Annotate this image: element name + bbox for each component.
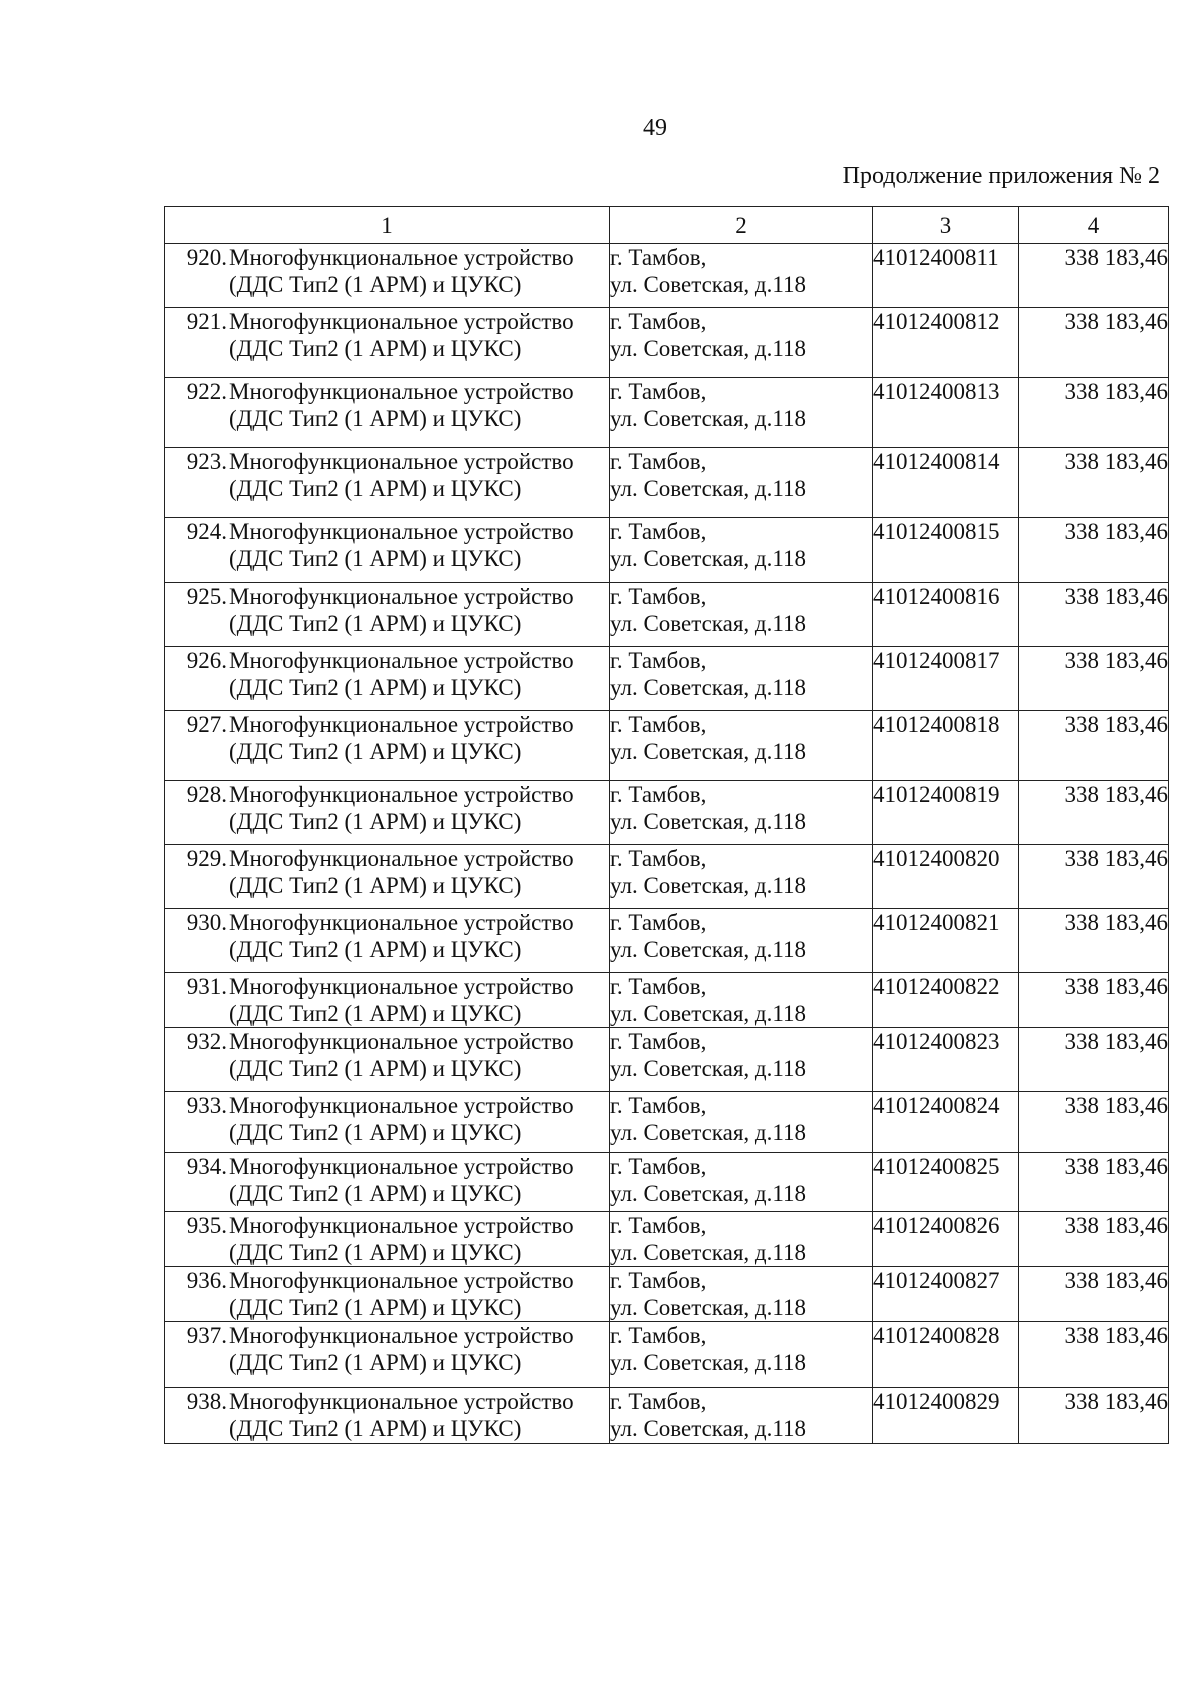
address-cell	[610, 1212, 873, 1267]
address-city: г. Тамбов,	[610, 1213, 707, 1238]
asset-table	[164, 206, 1169, 1444]
table-row	[165, 1153, 1169, 1212]
address-city: г. Тамбов,	[610, 1093, 707, 1118]
table-row	[165, 973, 1169, 1028]
inventory-code: 41012400812	[873, 308, 1019, 378]
item-number: 928.	[186, 782, 227, 807]
address-cell	[610, 518, 873, 583]
item-name-line1: Многофункциональное устройство	[229, 1029, 574, 1054]
table-row	[165, 308, 1169, 378]
address-street: ул. Советская, д.118	[610, 546, 806, 571]
item-name-cell	[165, 973, 610, 1028]
table-row	[165, 378, 1169, 448]
address-cell	[610, 448, 873, 518]
address-cell	[610, 647, 873, 711]
item-name-line1: Многофункциональное устройство	[229, 1323, 574, 1348]
address-street: ул. Советская, д.118	[610, 406, 806, 431]
item-name-line2: (ДДС Тип2 (1 АРМ) и ЦУКС)	[229, 406, 522, 431]
item-name-line2: (ДДС Тип2 (1 АРМ) и ЦУКС)	[229, 739, 522, 764]
address-street: ул. Советская, д.118	[610, 873, 806, 898]
item-name-line1: Многофункциональное устройство	[229, 1093, 574, 1118]
cost-value: 338 183,46	[1019, 308, 1169, 378]
table-row	[165, 845, 1169, 909]
item-number: 927.	[186, 712, 227, 737]
address-street: ул. Советская, д.118	[610, 611, 806, 636]
inventory-code: 41012400825	[873, 1153, 1019, 1212]
item-name-line2: (ДДС Тип2 (1 АРМ) и ЦУКС)	[229, 873, 522, 898]
item-name-cell	[165, 308, 610, 378]
cost-value: 338 183,46	[1019, 448, 1169, 518]
table-row	[165, 1028, 1169, 1092]
item-number: 920.	[186, 245, 227, 270]
item-name-line2: (ДДС Тип2 (1 АРМ) и ЦУКС)	[229, 675, 522, 700]
address-city: г. Тамбов,	[610, 519, 707, 544]
item-name-line2: (ДДС Тип2 (1 АРМ) и ЦУКС)	[229, 1056, 522, 1081]
item-number: 937.	[186, 1323, 227, 1348]
cost-value: 338 183,46	[1019, 1153, 1169, 1212]
item-number: 931.	[186, 974, 227, 999]
address-street: ул. Советская, д.118	[610, 1181, 806, 1206]
table-row	[165, 909, 1169, 973]
item-name-line1: Многофункциональное устройство	[229, 245, 574, 270]
cost-value: 338 183,46	[1019, 1028, 1169, 1092]
inventory-code: 41012400818	[873, 711, 1019, 781]
item-name-cell	[165, 909, 610, 973]
cost-value: 338 183,46	[1019, 909, 1169, 973]
address-cell	[610, 378, 873, 448]
item-name-cell	[165, 448, 610, 518]
address-street: ул. Советская, д.118	[610, 1056, 806, 1081]
column-header-4: 4	[1019, 207, 1169, 244]
address-street: ул. Советская, д.118	[610, 675, 806, 700]
address-street: ул. Советская, д.118	[610, 476, 806, 501]
column-header-3: 3	[873, 207, 1019, 244]
item-name-line2: (ДДС Тип2 (1 АРМ) и ЦУКС)	[229, 1240, 522, 1265]
address-city: г. Тамбов,	[610, 1323, 707, 1348]
table-row	[165, 1267, 1169, 1322]
cost-value: 338 183,46	[1019, 647, 1169, 711]
inventory-code: 41012400823	[873, 1028, 1019, 1092]
inventory-code: 41012400827	[873, 1267, 1019, 1322]
table-row	[165, 1322, 1169, 1388]
item-name-cell	[165, 647, 610, 711]
address-city: г. Тамбов,	[610, 1389, 707, 1414]
item-name-cell	[165, 1267, 610, 1322]
item-name-line2: (ДДС Тип2 (1 АРМ) и ЦУКС)	[229, 611, 522, 636]
address-city: г. Тамбов,	[610, 449, 707, 474]
item-name-line2: (ДДС Тип2 (1 АРМ) и ЦУКС)	[229, 1181, 522, 1206]
cost-value: 338 183,46	[1019, 1267, 1169, 1322]
address-cell	[610, 973, 873, 1028]
cost-value: 338 183,46	[1019, 244, 1169, 308]
cost-value: 338 183,46	[1019, 1388, 1169, 1444]
inventory-code: 41012400829	[873, 1388, 1019, 1444]
address-city: г. Тамбов,	[610, 245, 707, 270]
item-name-line1: Многофункциональное устройство	[229, 1268, 574, 1293]
item-name-cell	[165, 1388, 610, 1444]
item-name-cell	[165, 244, 610, 308]
inventory-code: 41012400826	[873, 1212, 1019, 1267]
inventory-code: 41012400817	[873, 647, 1019, 711]
table-row	[165, 781, 1169, 845]
address-city: г. Тамбов,	[610, 782, 707, 807]
address-city: г. Тамбов,	[610, 846, 707, 871]
cost-value: 338 183,46	[1019, 711, 1169, 781]
inventory-code: 41012400811	[873, 244, 1019, 308]
inventory-code: 41012400815	[873, 518, 1019, 583]
item-number: 933.	[186, 1093, 227, 1118]
item-name-line2: (ДДС Тип2 (1 АРМ) и ЦУКС)	[229, 1001, 522, 1026]
item-number: 929.	[186, 846, 227, 871]
table-row	[165, 244, 1169, 308]
address-city: г. Тамбов,	[610, 712, 707, 737]
table-row	[165, 1092, 1169, 1153]
address-cell	[610, 1092, 873, 1153]
address-street: ул. Советская, д.118	[610, 1295, 806, 1320]
column-header-1: 1	[165, 207, 610, 244]
cost-value: 338 183,46	[1019, 583, 1169, 647]
table-row	[165, 1212, 1169, 1267]
address-cell	[610, 1028, 873, 1092]
continuation-title: Продолжение приложения № 2	[842, 163, 1160, 189]
item-name-line1: Многофункциональное устройство	[229, 1389, 574, 1414]
item-name-cell	[165, 781, 610, 845]
address-cell	[610, 244, 873, 308]
address-cell	[610, 1322, 873, 1388]
address-city: г. Тамбов,	[610, 648, 707, 673]
cost-value: 338 183,46	[1019, 1212, 1169, 1267]
item-name-cell	[165, 1092, 610, 1153]
item-name-line1: Многофункциональное устройство	[229, 379, 574, 404]
item-number: 925.	[186, 584, 227, 609]
address-cell	[610, 1153, 873, 1212]
address-city: г. Тамбов,	[610, 1154, 707, 1179]
inventory-code: 41012400816	[873, 583, 1019, 647]
cost-value: 338 183,46	[1019, 1092, 1169, 1153]
address-city: г. Тамбов,	[610, 309, 707, 334]
inventory-code: 41012400828	[873, 1322, 1019, 1388]
item-number: 930.	[186, 910, 227, 935]
item-number: 926.	[186, 648, 227, 673]
item-name-cell	[165, 518, 610, 583]
address-street: ул. Советская, д.118	[610, 1416, 806, 1441]
item-name-line2: (ДДС Тип2 (1 АРМ) и ЦУКС)	[229, 1416, 522, 1441]
table-row	[165, 711, 1169, 781]
item-name-line1: Многофункциональное устройство	[229, 648, 574, 673]
table-row	[165, 647, 1169, 711]
item-name-line1: Многофункциональное устройство	[229, 846, 574, 871]
item-name-line2: (ДДС Тип2 (1 АРМ) и ЦУКС)	[229, 476, 522, 501]
inventory-code: 41012400824	[873, 1092, 1019, 1153]
item-number: 921.	[186, 309, 227, 334]
address-street: ул. Советская, д.118	[610, 1001, 806, 1026]
item-name-cell	[165, 1322, 610, 1388]
address-cell	[610, 781, 873, 845]
inventory-code: 41012400819	[873, 781, 1019, 845]
header-row	[165, 207, 1169, 244]
item-name-cell	[165, 1153, 610, 1212]
inventory-code: 41012400820	[873, 845, 1019, 909]
address-street: ул. Советская, д.118	[610, 336, 806, 361]
column-header-2: 2	[610, 207, 873, 244]
item-name-line1: Многофункциональное устройство	[229, 519, 574, 544]
address-street: ул. Советская, д.118	[610, 1350, 806, 1375]
cost-value: 338 183,46	[1019, 973, 1169, 1028]
cost-value: 338 183,46	[1019, 378, 1169, 448]
item-name-cell	[165, 378, 610, 448]
inventory-code: 41012400814	[873, 448, 1019, 518]
address-street: ул. Советская, д.118	[610, 1240, 806, 1265]
item-name-line2: (ДДС Тип2 (1 АРМ) и ЦУКС)	[229, 1350, 522, 1375]
inventory-code: 41012400821	[873, 909, 1019, 973]
address-cell	[610, 308, 873, 378]
item-name-line1: Многофункциональное устройство	[229, 309, 574, 334]
address-city: г. Тамбов,	[610, 910, 707, 935]
item-name-line1: Многофункциональное устройство	[229, 910, 574, 935]
item-number: 934.	[186, 1154, 227, 1179]
address-street: ул. Советская, д.118	[610, 272, 806, 297]
item-name-line2: (ДДС Тип2 (1 АРМ) и ЦУКС)	[229, 1120, 522, 1145]
item-number: 936.	[186, 1268, 227, 1293]
item-name-line1: Многофункциональное устройство	[229, 449, 574, 474]
item-name-line2: (ДДС Тип2 (1 АРМ) и ЦУКС)	[229, 336, 522, 361]
item-name-line1: Многофункциональное устройство	[229, 974, 574, 999]
cost-value: 338 183,46	[1019, 518, 1169, 583]
item-name-line2: (ДДС Тип2 (1 АРМ) и ЦУКС)	[229, 272, 522, 297]
address-city: г. Тамбов,	[610, 379, 707, 404]
item-name-line2: (ДДС Тип2 (1 АРМ) и ЦУКС)	[229, 1295, 522, 1320]
address-cell	[610, 909, 873, 973]
item-name-line1: Многофункциональное устройство	[229, 1213, 574, 1238]
item-name-cell	[165, 1212, 610, 1267]
address-cell	[610, 711, 873, 781]
item-name-cell	[165, 583, 610, 647]
item-name-line2: (ДДС Тип2 (1 АРМ) и ЦУКС)	[229, 937, 522, 962]
address-city: г. Тамбов,	[610, 1029, 707, 1054]
cost-value: 338 183,46	[1019, 1322, 1169, 1388]
address-city: г. Тамбов,	[610, 974, 707, 999]
page-number: 49	[643, 115, 667, 141]
item-number: 924.	[186, 519, 227, 544]
address-cell	[610, 583, 873, 647]
cost-value: 338 183,46	[1019, 781, 1169, 845]
item-name-line2: (ДДС Тип2 (1 АРМ) и ЦУКС)	[229, 546, 522, 571]
item-name-cell	[165, 1028, 610, 1092]
address-cell	[610, 845, 873, 909]
item-name-cell	[165, 845, 610, 909]
table-body	[165, 244, 1169, 1444]
inventory-code: 41012400822	[873, 973, 1019, 1028]
address-street: ул. Советская, д.118	[610, 739, 806, 764]
address-city: г. Тамбов,	[610, 584, 707, 609]
item-number: 935.	[186, 1213, 227, 1238]
table-row	[165, 448, 1169, 518]
address-cell	[610, 1267, 873, 1322]
item-name-cell	[165, 711, 610, 781]
item-name-line2: (ДДС Тип2 (1 АРМ) и ЦУКС)	[229, 809, 522, 834]
table-row	[165, 1388, 1169, 1444]
item-name-line1: Многофункциональное устройство	[229, 782, 574, 807]
address-street: ул. Советская, д.118	[610, 809, 806, 834]
item-number: 923.	[186, 449, 227, 474]
item-number: 922.	[186, 379, 227, 404]
address-cell	[610, 1388, 873, 1444]
item-number: 938.	[186, 1389, 227, 1414]
cost-value: 338 183,46	[1019, 845, 1169, 909]
item-number: 932.	[186, 1029, 227, 1054]
inventory-code: 41012400813	[873, 378, 1019, 448]
table-row	[165, 518, 1169, 583]
item-name-line1: Многофункциональное устройство	[229, 712, 574, 737]
item-name-line1: Многофункциональное устройство	[229, 1154, 574, 1179]
address-city: г. Тамбов,	[610, 1268, 707, 1293]
address-street: ул. Советская, д.118	[610, 1120, 806, 1145]
table-row	[165, 583, 1169, 647]
table-header	[165, 207, 1169, 244]
address-street: ул. Советская, д.118	[610, 937, 806, 962]
item-name-line1: Многофункциональное устройство	[229, 584, 574, 609]
